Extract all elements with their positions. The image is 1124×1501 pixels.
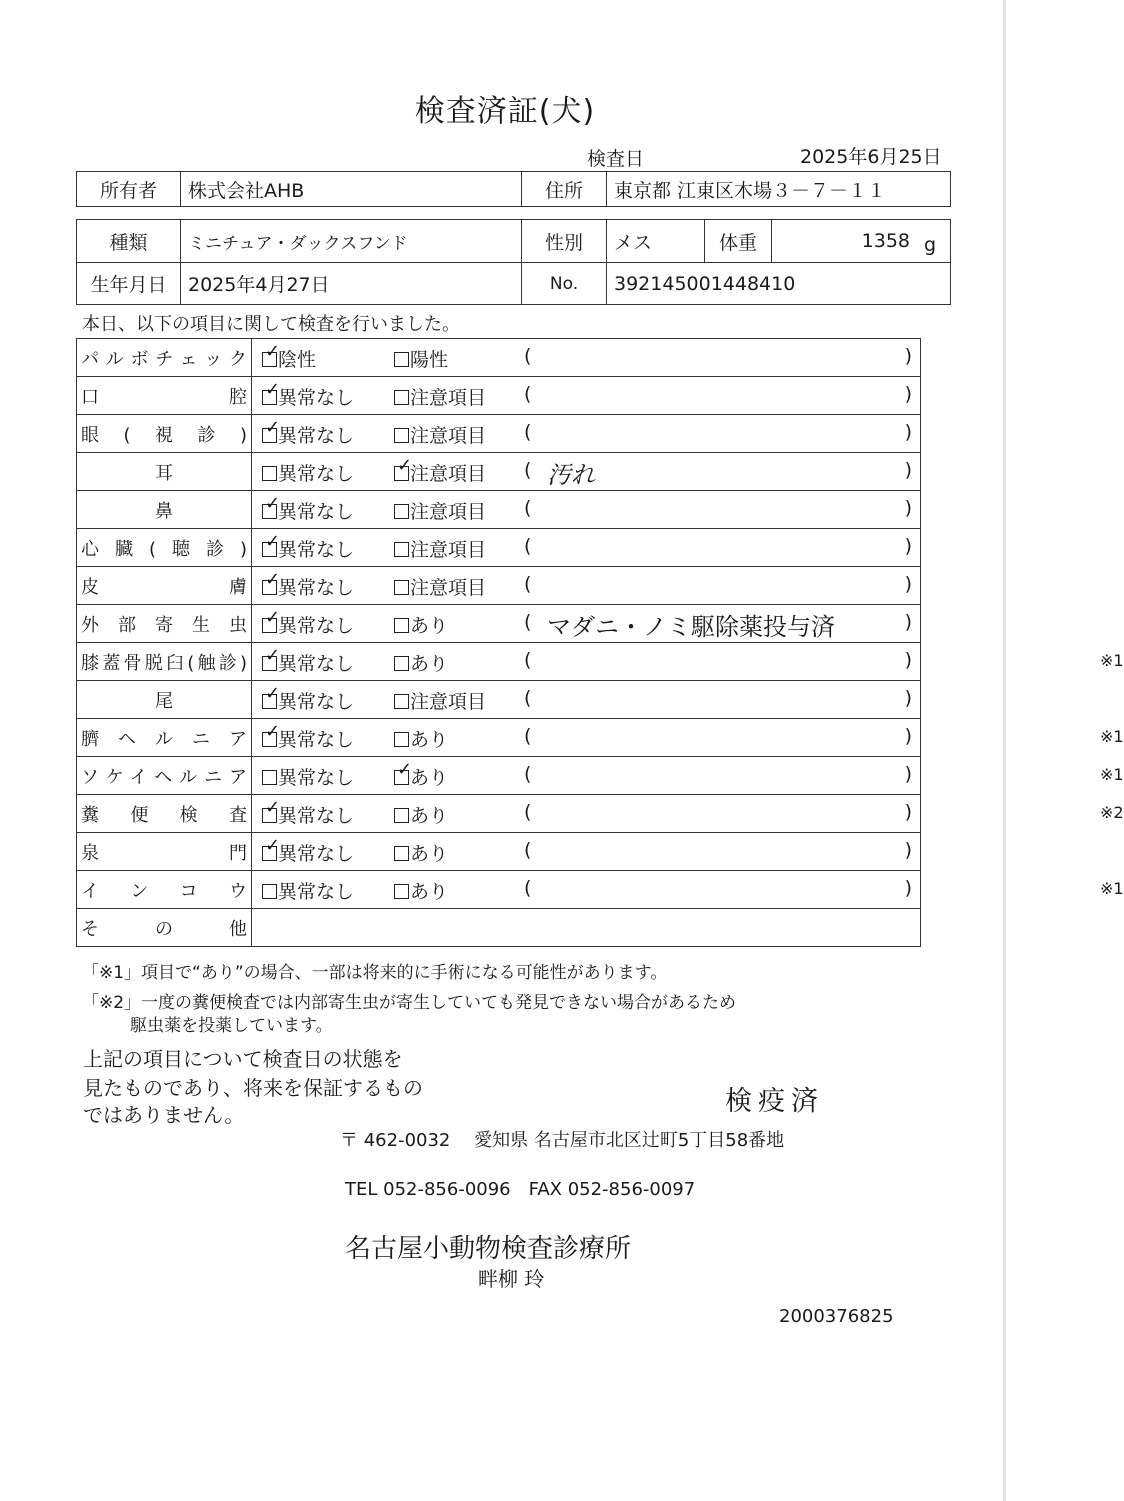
note-paren-open: ( [524,801,532,823]
check-mark-icon: ✓ [265,417,281,438]
option-abnormal [394,345,448,372]
option-label: あり [410,653,449,675]
checkbox-icon [262,569,281,595]
checks-table [76,338,1124,947]
checkbox-icon [262,341,281,367]
checkbox-icon [394,732,409,747]
check-row [77,757,921,795]
option-abnormal [394,725,448,752]
check-body [252,377,921,415]
footnote-1: 「※1」項目で“あり”の場合、一部は将来的に手術になる可能性があります。 [82,963,668,983]
check-body [252,339,921,377]
check-label: ソケイヘルニア [77,757,252,795]
option-normal [262,721,355,752]
option-label: 陽性 [410,349,449,371]
footnote-mark: ※1 [1100,727,1124,746]
option-normal [262,459,354,486]
check-row [77,415,921,453]
check-row [77,909,921,947]
note-paren-close: ) [904,459,912,481]
disclaimer-line: 見たものであり、将来を保証するもの [83,1076,423,1100]
option-abnormal [394,649,448,676]
check-row [77,605,921,643]
note-paren-open: ( [524,421,532,443]
checkbox-icon [394,504,409,519]
option-label: 異常なし [278,425,355,447]
check-body [252,491,921,529]
weight-value: 1358 [861,230,910,252]
checkbox-icon [394,694,409,709]
note-paren-close: ) [904,725,912,747]
option-label: 注意項目 [410,691,487,713]
option-normal [262,569,355,600]
check-body [252,415,921,453]
option-normal [262,645,355,676]
option-abnormal [394,455,487,486]
option-label: あり [410,805,449,827]
option-label: あり [410,843,449,865]
check-label: 皮膚 [77,567,252,605]
footnote-2: 「※2」一度の糞便検査では内部寄生虫が寄生していても発見できない場合があるため [82,993,737,1013]
check-row [77,681,921,719]
check-row [77,377,921,415]
check-row [77,339,921,377]
owner-value: 株式会社AHB [181,172,522,207]
disclaimer-line: 上記の項目について検査日の状態を [83,1047,403,1071]
checkbox-icon [262,683,281,709]
option-label: あり [410,729,449,751]
option-abnormal [394,801,448,828]
footnote-mark: ※1 [1100,651,1124,670]
option-label: 異常なし [278,805,355,827]
checkbox-icon [394,618,409,633]
check-row [77,453,921,491]
option-label: 異常なし [278,577,355,599]
pet-table [76,219,951,305]
note-paren-close: ) [904,611,912,633]
option-label: 異常なし [278,387,355,409]
option-label: 注意項目 [410,387,487,409]
check-mark-icon: ✓ [265,797,281,818]
checkbox-icon [262,417,281,443]
breed-label: 種類 [77,220,181,263]
option-abnormal [394,421,486,448]
clinic-address: 〒 462-0032 愛知県 名古屋市北区辻町5丁目58番地 [340,1130,785,1151]
checkbox-icon [394,808,409,823]
check-mark-icon: ✓ [265,645,281,666]
check-label: 泉門 [77,833,252,871]
option-normal [262,379,355,410]
option-normal [262,341,317,372]
note-paren-close: ) [904,383,912,405]
exam-date-label: 検査日 [587,148,645,170]
note-paren-open: ( [524,459,532,481]
check-row [77,833,921,871]
option-normal [262,835,355,866]
option-normal [262,797,355,828]
checkbox-icon [262,884,277,899]
option-normal [262,531,355,562]
check-body [252,681,921,719]
checkbox-icon [394,884,409,899]
check-row [77,719,921,757]
address-value: 東京都 江東区木場３－７－１１ [607,172,951,207]
check-mark-icon: ✓ [265,721,281,742]
birth-value: 2025年4月27日 [181,263,522,305]
checkbox-icon [262,835,281,861]
checkbox-icon [394,455,413,481]
sex-value: メス [607,220,705,262]
check-body [252,871,1124,909]
option-label: 異常なし [278,843,355,865]
option-normal [262,877,354,904]
footnote-mark: ※1 [1100,765,1124,784]
check-note: 汚れ [547,461,595,489]
note-paren-open: ( [524,725,532,747]
option-label: あり [410,881,449,903]
check-body [252,757,1124,795]
check-body [252,795,1124,833]
option-abnormal [394,759,449,790]
note-paren-open: ( [524,345,532,367]
checkbox-icon [394,580,409,595]
checkbox-icon [262,721,281,747]
checkbox-icon [262,493,281,519]
note-paren-close: ) [904,535,912,557]
option-label: 注意項目 [410,577,487,599]
check-mark-icon: ✓ [265,379,281,400]
check-mark-icon: ✓ [265,835,281,856]
option-label: 注意項目 [410,463,487,485]
address-label: 住所 [522,172,607,207]
note-paren-close: ) [904,345,912,367]
checkbox-icon [262,645,281,671]
page-edge [1003,0,1006,1501]
check-body [252,909,921,947]
note-paren-open: ( [524,611,532,633]
weight-unit: g [923,234,936,256]
disclaimer-line: ではありません。 [83,1103,245,1127]
exam-date-value: 2025年6月25日 [800,146,942,168]
note-paren-open: ( [524,383,532,405]
check-label: インコウ [77,871,252,909]
option-abnormal [394,383,486,410]
checkbox-icon [394,428,409,443]
check-label: 尾 [77,681,252,719]
check-body [252,605,921,643]
footnote-mark: ※2 [1100,803,1124,822]
note-paren-close: ) [904,573,912,595]
serial-number: 2000376825 [779,1306,894,1327]
check-label: 糞便検査 [77,795,252,833]
option-abnormal [394,839,448,866]
check-row [77,567,921,605]
note-paren-open: ( [524,877,532,899]
option-label: 陰性 [278,349,317,371]
veterinarian-name: 畔柳 玲 [478,1267,545,1291]
footnote-mark: ※1 [1100,879,1124,898]
birth-label: 生年月日 [77,263,181,305]
note-paren-close: ) [904,649,912,671]
note-paren-close: ) [904,877,912,899]
check-mark-icon: ✓ [265,683,281,704]
option-label: 注意項目 [410,539,487,561]
option-label: 異常なし [278,653,355,675]
check-label: 耳 [77,453,252,491]
quarantine-stamp: 検疫済 [725,1086,824,1117]
option-abnormal [394,573,486,600]
note-paren-close: ) [904,801,912,823]
checkbox-icon [262,531,281,557]
checkbox-icon [394,390,409,405]
option-label: あり [410,767,449,789]
owner-label: 所有者 [77,172,181,207]
note-paren-open: ( [524,535,532,557]
note-paren-open: ( [524,763,532,785]
option-label: 異常なし [278,767,355,789]
check-row [77,491,921,529]
clinic-phone: TEL 052-856-0096 FAX 052-856-0097 [345,1179,696,1200]
check-label: 心臓(聴診) [77,529,252,567]
check-body [252,719,1124,757]
weight-label: 体重 [705,220,772,262]
checkbox-icon [394,846,409,861]
option-label: 異常なし [278,615,355,637]
check-label: 鼻 [77,491,252,529]
checkbox-icon [262,466,277,481]
option-normal [262,683,355,714]
option-abnormal [394,611,448,638]
intro-text: 本日、以下の項目に関して検査を行いました。 [82,314,460,335]
check-row [77,871,921,909]
checkbox-icon [262,797,281,823]
option-label: 異常なし [278,729,355,751]
check-row [77,643,921,681]
footnote-2-cont: 駆虫薬を投薬しています。 [130,1016,333,1036]
option-label: 注意項目 [410,425,487,447]
option-label: 異常なし [278,463,355,485]
option-normal [262,417,355,448]
note-paren-close: ) [904,763,912,785]
option-label: 注意項目 [410,501,487,523]
owner-table [76,171,951,207]
option-label: 異常なし [278,691,355,713]
no-value: 392145001448410 [607,263,951,305]
no-label: No. [522,263,607,305]
page-title: 検査済証(犬) [414,94,596,129]
check-note: マダニ・ノミ駆除薬投与済 [547,613,835,641]
check-mark-icon: ✓ [397,455,413,476]
check-mark-icon: ✓ [265,493,281,514]
option-abnormal [394,687,486,714]
check-body [252,453,921,491]
check-label: パルボチェック [77,339,252,377]
option-abnormal [394,497,486,524]
option-label: 異常なし [278,881,355,903]
option-abnormal [394,535,486,562]
check-row [77,529,921,567]
check-mark-icon: ✓ [265,341,281,362]
checkbox-icon [262,770,277,785]
option-label: あり [410,615,449,637]
checkbox-icon [394,656,409,671]
note-paren-close: ) [904,839,912,861]
note-paren-open: ( [524,839,532,861]
option-label: 異常なし [278,501,355,523]
note-paren-close: ) [904,421,912,443]
check-row [77,795,921,833]
check-label: 外部寄生虫 [77,605,252,643]
checkbox-icon [262,379,281,405]
note-paren-close: ) [904,687,912,709]
note-paren-open: ( [524,649,532,671]
sex-label: 性別 [522,220,607,263]
check-mark-icon: ✓ [397,759,413,780]
check-body [252,643,1124,681]
check-label: 口腔 [77,377,252,415]
check-mark-icon: ✓ [265,607,281,628]
option-normal [262,763,354,790]
check-mark-icon: ✓ [265,569,281,590]
option-normal [262,493,355,524]
note-paren-close: ) [904,497,912,519]
checkbox-icon [394,542,409,557]
check-label: 膝蓋骨脱臼(触診) [77,643,252,681]
note-paren-open: ( [524,687,532,709]
checkbox-icon [394,759,413,785]
check-body [252,567,921,605]
option-normal [262,607,355,638]
check-label: その他 [77,909,252,947]
note-paren-open: ( [524,497,532,519]
option-abnormal [394,877,448,904]
checkbox-icon [394,352,409,367]
check-label: 眼(視診) [77,415,252,453]
note-paren-open: ( [524,573,532,595]
breed-value: ミニチュア・ダックスフンド [181,220,522,263]
check-body [252,833,921,871]
check-body [252,529,921,567]
check-label: 臍ヘルニア [77,719,252,757]
checkbox-icon [262,607,281,633]
option-label: 異常なし [278,539,355,561]
check-mark-icon: ✓ [265,531,281,552]
clinic-name: 名古屋小動物検査診療所 [345,1234,632,1264]
